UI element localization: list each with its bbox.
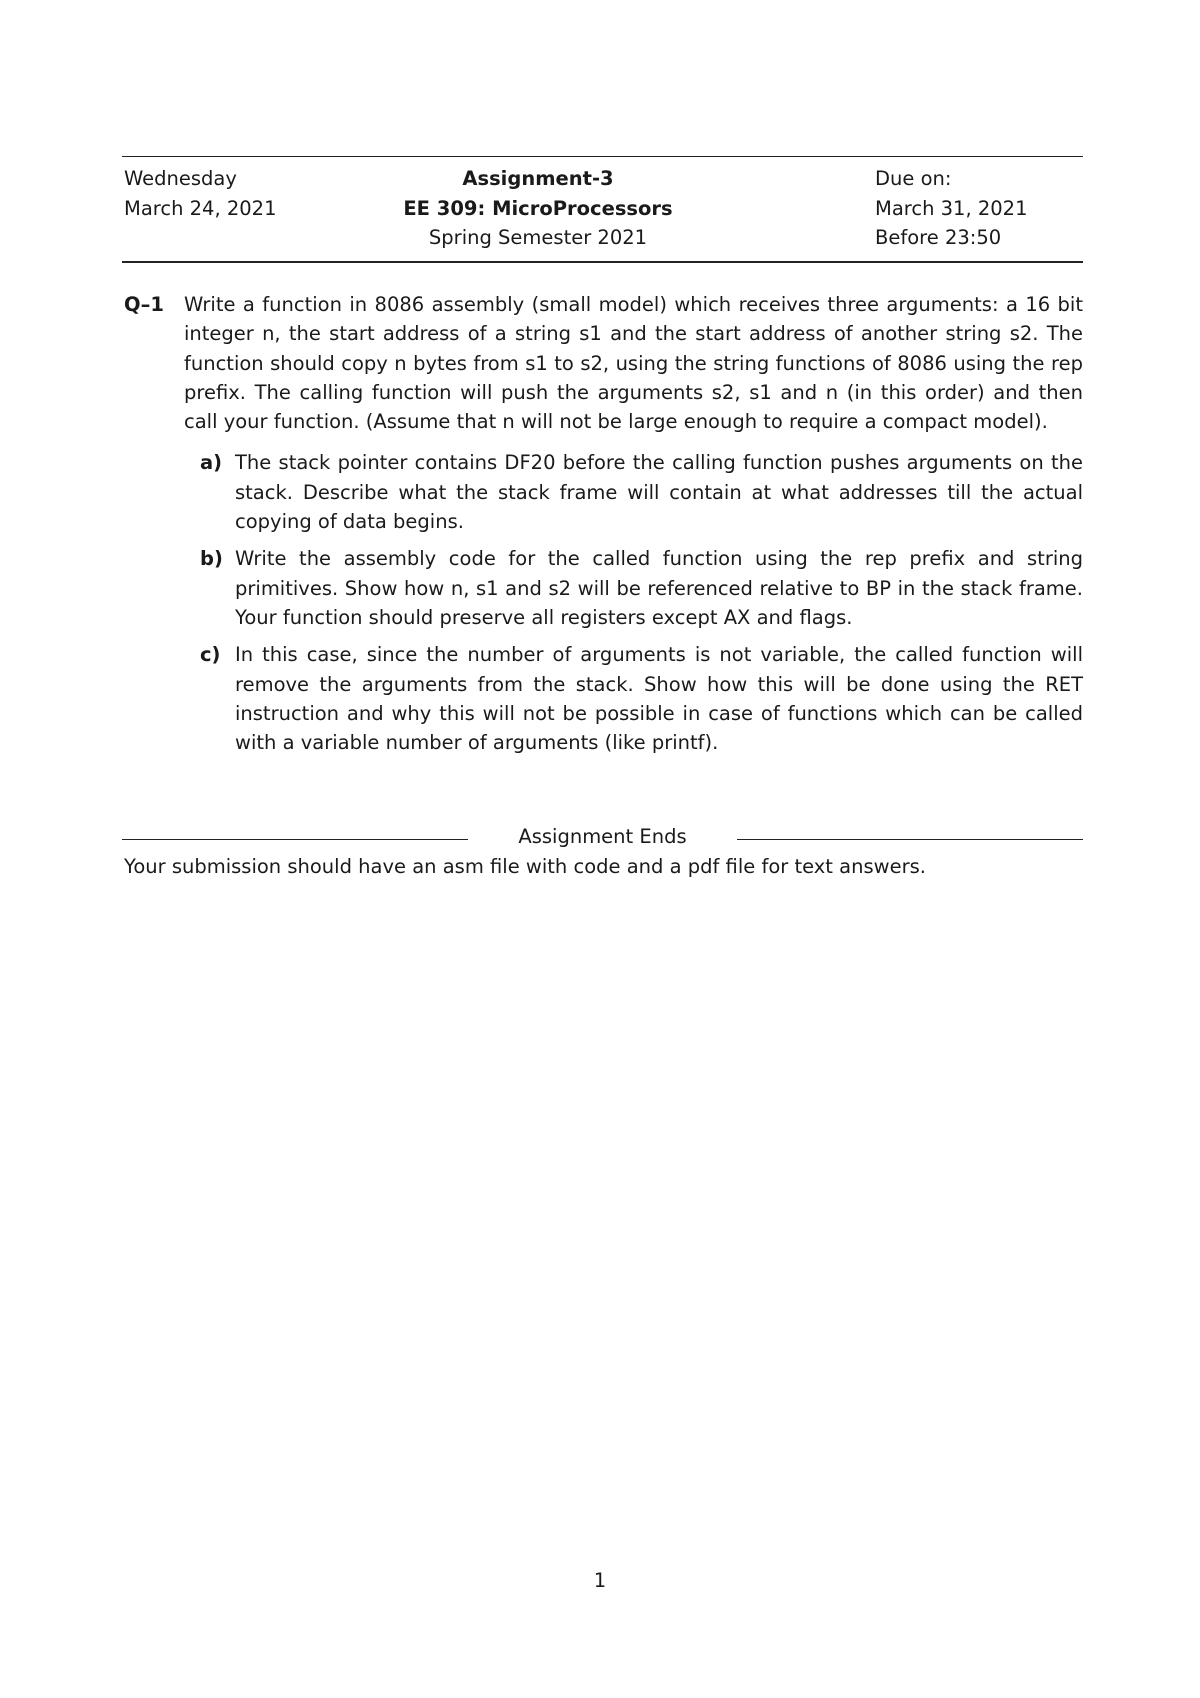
submission-note: Your submission should have an asm file with code and a pdf file for text answers. [124, 855, 926, 878]
assignment-title: Assignment-3 [462, 167, 614, 190]
part-label: a) [200, 451, 223, 475]
question-label: Q–1 [124, 293, 164, 316]
question-part-b [122, 544, 1083, 632]
question-part-a [122, 448, 1083, 536]
header-right [875, 164, 1027, 253]
divider-line-right [737, 839, 1083, 840]
header [122, 164, 1083, 256]
assignment-ends-divider [122, 822, 1083, 852]
part-text: The stack pointer contains DF20 before the calling function pushes arguments on the stack. Describe what the stack frame will contain at what addresses till the actual copying of data begins. [235, 451, 1083, 534]
due-label: Due on: [875, 167, 952, 190]
header-center [348, 164, 728, 253]
page-number: 1 [593, 1569, 607, 1592]
header-top-rule [122, 156, 1083, 157]
question-1 [122, 290, 1083, 765]
part-label: b) [200, 547, 223, 571]
due-time: Before 23:50 [875, 226, 1002, 249]
question-text: Write a function in 8086 assembly (small model) which receives three arguments: a 16 bit integer n, the start address of a string s1 and the start address of another string s2. The function should copy n bytes from s1 to s2, using the string functions of 8086 using the rep prefix. The calling function will push the arguments s2, s1 and n (in this order) and then call your function. (Assume that n will not be large enough to require a compact model). [184, 293, 1083, 434]
question-part-c [122, 640, 1083, 757]
part-text: Write the assembly code for the called function using the rep prefix and string primitives. Show how n, s1 and s2 will be referenced relative to BP in the stack frame. Your function should preserve all registers except AX and flags. [235, 547, 1083, 629]
issue-date: March 24, 2021 [124, 196, 277, 220]
semester: Spring Semester 2021 [428, 226, 648, 249]
header-left [124, 164, 276, 223]
header-bottom-rule [122, 261, 1083, 263]
due-date: March 31, 2021 [875, 196, 1028, 220]
part-text: In this case, since the number of arguments is not variable, the called function will remove the arguments from the stack. Show how this will be done using the RET instruction and why this will not be possible in case of functions which can be called with a variable number of arguments (like printf). [235, 643, 1083, 755]
question-parts [122, 448, 1083, 757]
part-label: c) [200, 643, 221, 667]
divider-line-left [122, 839, 468, 840]
issue-day: Wednesday [124, 167, 237, 190]
assignment-ends-text: Assignment Ends [518, 825, 687, 848]
course-name: EE 309: MicroProcessors [403, 196, 673, 220]
